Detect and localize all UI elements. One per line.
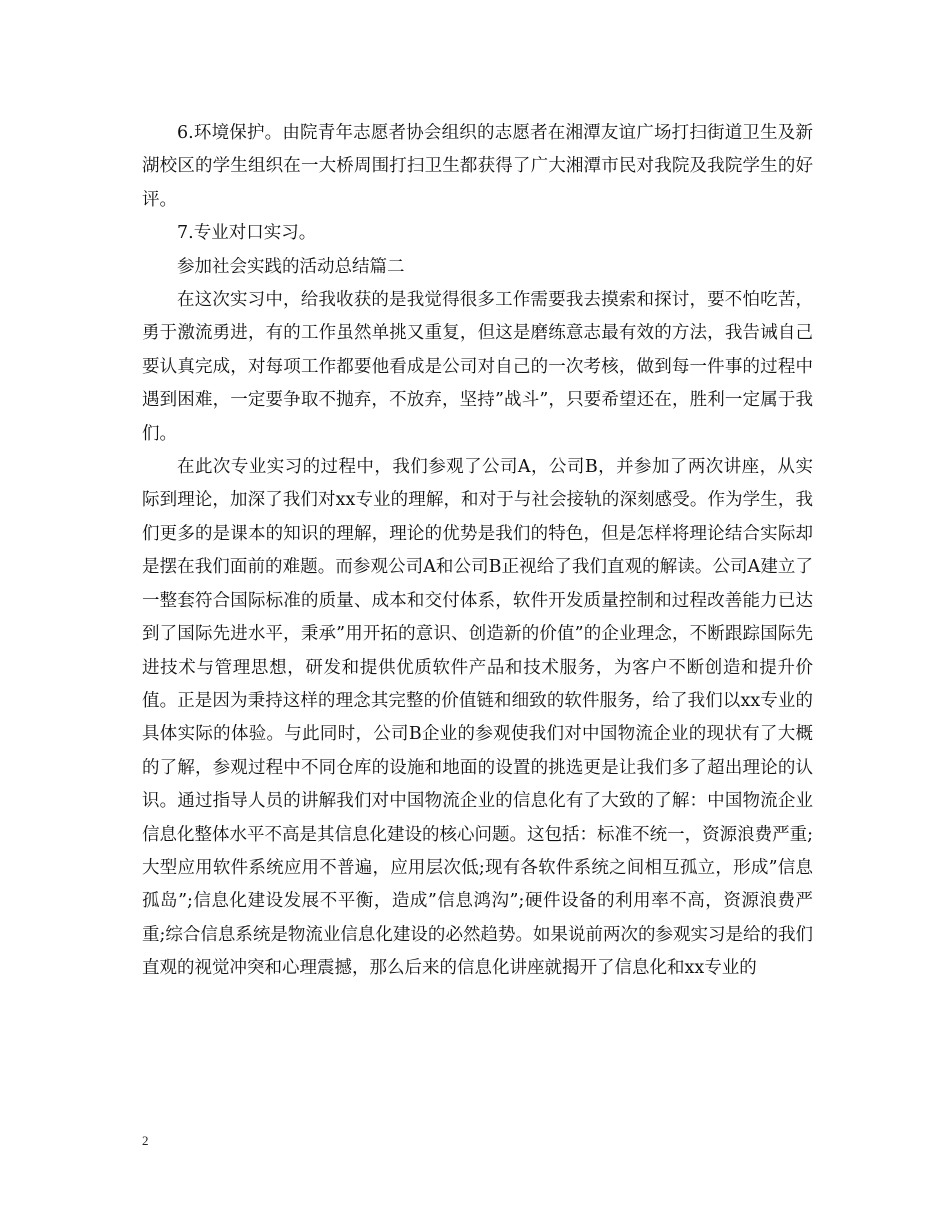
paragraph-environment: 6.环境保护。由院青年志愿者协会组织的志愿者在湘潭友谊广场打扫街道卫生及新湖校区的学生组织在一大桥周围打扫卫生都获得了广大湘潭市民对我院及我院学生的好评。: [142, 123, 813, 210]
paragraph-internship: 7.专业对口实习。: [177, 223, 317, 244]
section-heading: 参加社会实践的活动总结篇二: [177, 256, 405, 277]
paragraph-company-visits: 在此次专业实习的过程中，我们参观了公司A，公司B，并参加了两次讲座，从实际到理论，加深了我们对xx专业的理解，和对于与社会接轨的深刻感受。作为学生，我们更多的是课本的知识的理解，理论的优势是我们的特色，但是怎样将理论结合实际却是摆在我们面前的难题。而参观公司A和公司B正视给了我们直观的解读。公司A建立了一整套符合国际标准的质量、成本和交付体系，软件开发质量控制和过程改善能力已达到了国际先进水平，秉承”用开拓的意识、创造新的价值”的企业理念，不断跟踪国际先进技术与管理思想，研发和提供优质软件产品和技术服务，为客户不断创造和提升价值。正是因为秉持这样的理念其完整的价值链和细致的软件服务，给了我们以xx专业的具体实际的体验。与此同时，公司B企业的参观使我们对中国物流企业的现状有了大概的了解，参观过程中不同仓库的设施和地面的设置的挑选更是让我们多了超出理论的认识。通过指导人员的讲解我们对中国物流企业的信息化有了大致的了解：中国物流企业信息化整体水平不高是其信息化建设的核心问题。这包括：标准不统一，资源浪费严重;大型应用软件系统应用不普遍，应用层次低;现有各软件系统之间相互孤立，形成”信息孤岛”;信息化建设发展不平衡，造成”信息鸿沟”;硬件设备的利用率不高，资源浪费严重;综合信息系统是物流业信息化建设的必然趋势。如果说前两次的参观实习是给的我们直观的视觉冲突和心理震撼，那么后来的信息化讲座就揭开了信息化和xx专业的: [142, 457, 813, 979]
paragraph-reflection: 在这次实习中，给我收获的是我觉得很多工作需要我去摸索和探讨，要不怕吃苦，勇于激流勇进，有的工作虽然单挑又重复，但这是磨练意志最有效的方法，我告诫自己要认真完成，对每项工作都要他看成是公司对自己的一次考核，做到每一件事的过程中遇到困难，一定要争取不抛弃，不放弃，坚持”战斗”，只要希望还在，胜利一定属于我们。: [142, 290, 813, 444]
page-number: 2: [142, 1133, 149, 1148]
document-body: [142, 117, 813, 986]
